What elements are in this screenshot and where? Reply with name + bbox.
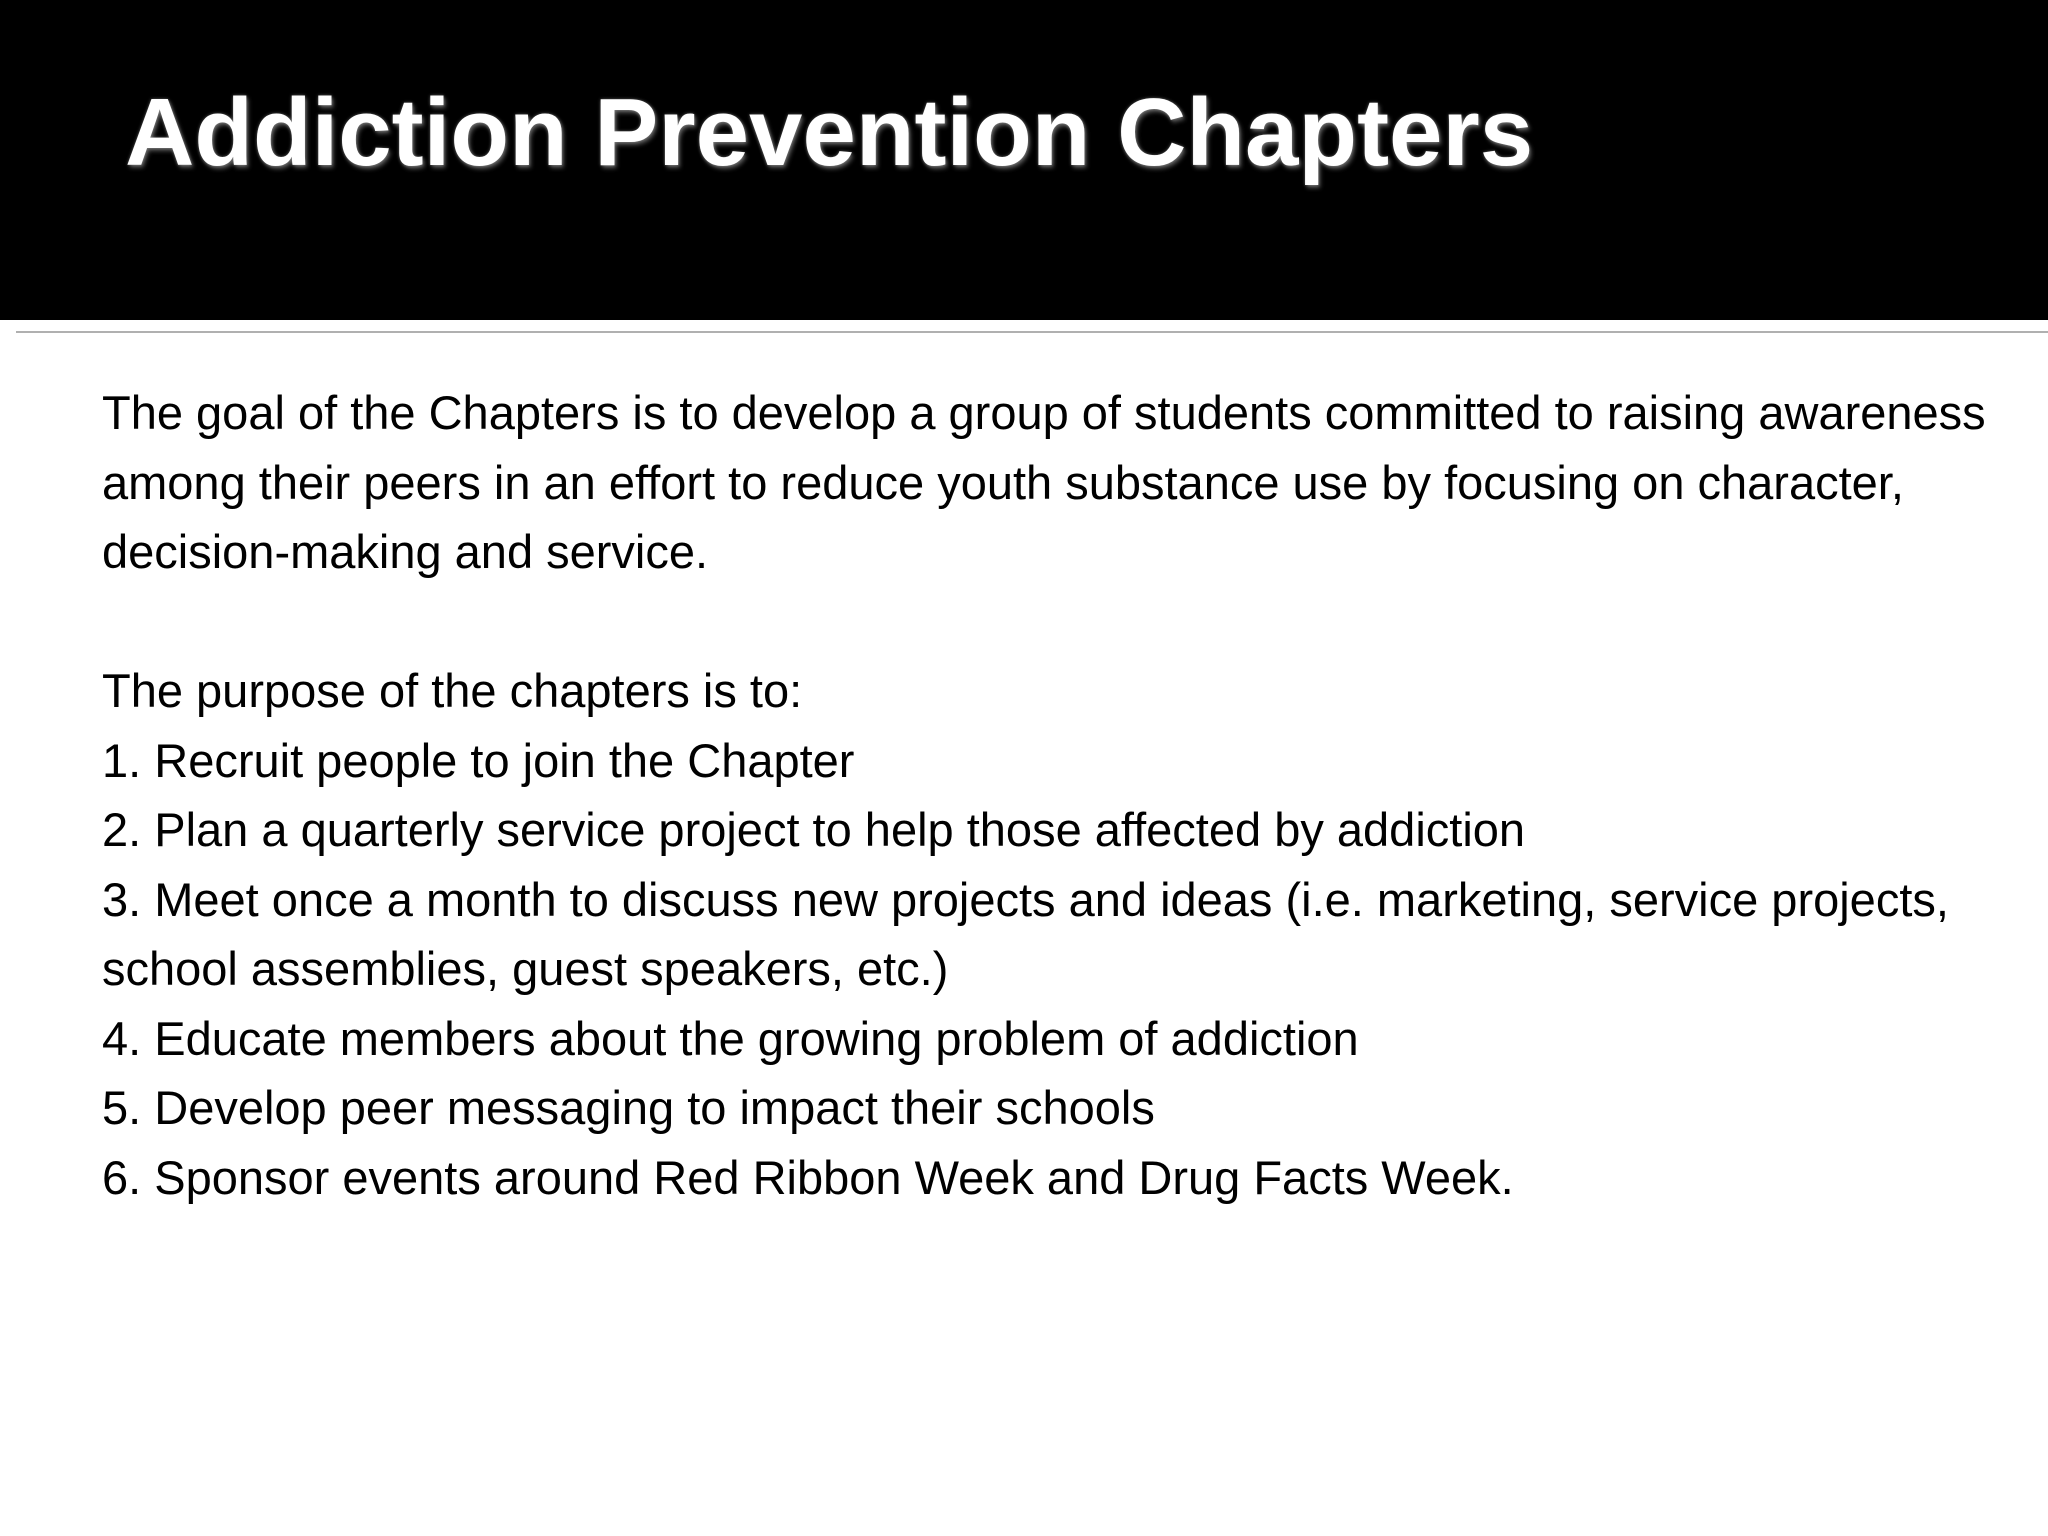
purpose-item-3: 3. Meet once a month to discuss new projects and ideas (i.e. marketing, service projects, school assemblies, guest speakers, etc.) [102, 872, 1949, 995]
purpose-item-4: 4. Educate members about the growing problem of addiction [102, 1011, 1359, 1065]
purpose-intro: The purpose of the chapters is to: [102, 664, 803, 717]
title-divider [16, 331, 2048, 333]
paragraph-spacer [102, 587, 2002, 657]
purpose-item-5: 5. Develop peer messaging to impact their schools [102, 1081, 1155, 1134]
purpose-item-2: 2. Plan a quarterly service project to help those affected by addiction [102, 803, 1526, 856]
slide-body [102, 378, 2002, 1212]
purpose-item-1: 1. Recruit people to join the Chapter [102, 733, 855, 787]
purpose-list [102, 726, 2002, 1213]
title-band [0, 0, 2048, 320]
purpose-item-6: 6. Sponsor events around Red Ribbon Week and Drug Facts Week. [102, 1150, 1514, 1204]
goal-paragraph: The goal of the Chapters is to develop a group of students committed to raising awareness among their peers in an effort to reduce youth substance use by focusing on character, decision-making and service. [102, 386, 1986, 578]
slide-title: Addiction Prevention Chapters [125, 79, 1534, 186]
